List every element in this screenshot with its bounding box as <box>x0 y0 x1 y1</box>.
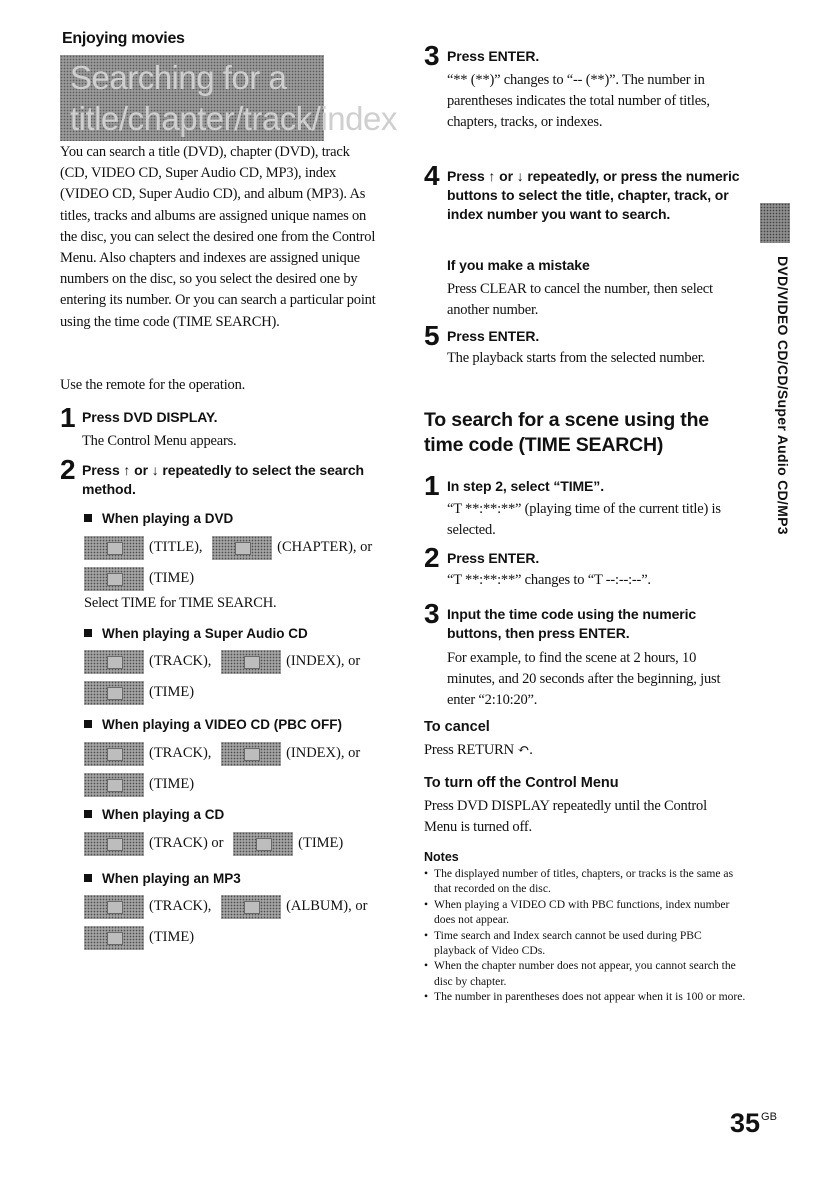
dvd-option-time: (TIME) <box>149 570 195 586</box>
dvd-option-title: (TITLE), <box>149 539 203 555</box>
index-search-icon <box>221 650 281 674</box>
sacd-option-time: (TIME) <box>149 684 195 700</box>
ts-step-1-desc: “T **:**:**” (playing time of the current title) is selected. <box>447 501 721 539</box>
title-search-icon <box>84 536 144 560</box>
step-3-number: 3 <box>424 40 440 71</box>
step-3-desc: “** (**)” changes to “-- (**)”. The number in parentheses indicates the total number of titles, chapters, tracks, or indexes. <box>447 72 710 131</box>
note-item: • When playing a VIDEO CD with PBC functions, index number does not appear. <box>424 897 746 928</box>
cancel-heading: To cancel <box>424 719 490 735</box>
step-5-number: 5 <box>424 320 440 351</box>
ts-step-3-title: Input the time code using the numeric buttons, then press ENTER. <box>447 606 697 641</box>
vcd-bullet <box>84 716 342 734</box>
time-search-icon <box>84 567 144 591</box>
sacd-option-track: (TRACK), <box>149 653 212 669</box>
ts-step-3-number: 3 <box>424 598 440 629</box>
sacd-options-row-1 <box>84 648 360 675</box>
turn-off-desc: Press DVD DISPLAY repeatedly until the Control Menu is turned off. <box>424 798 707 836</box>
cd-bullet-label: When playing a CD <box>102 807 225 822</box>
vcd-bullet-label: When playing a VIDEO CD (PBC OFF) <box>102 717 343 732</box>
step-5-desc: The playback starts from the selected number. <box>447 350 705 366</box>
note-item: • The displayed number of titles, chapters, or tracks is the same as that recorded on the disc. <box>424 866 746 897</box>
dvd-bullet-label: When playing a DVD <box>102 511 234 526</box>
turn-off-heading: To turn off the Control Menu <box>424 775 619 791</box>
step-4-number: 4 <box>424 160 440 191</box>
notes-heading: Notes <box>424 850 459 864</box>
section-label: Enjoying movies <box>62 30 185 47</box>
dvd-options-row-2 <box>84 565 194 592</box>
mp3-option-track: (TRACK), <box>149 898 212 914</box>
side-tab-label: DVD/VIDEO CD/CD/Super Audio CD/MP3 <box>775 256 791 535</box>
step-1-title: Press DVD DISPLAY. <box>82 409 218 425</box>
ts-step-2-title: Press ENTER. <box>447 550 540 566</box>
vcd-options-row-2 <box>84 771 194 798</box>
sacd-bullet-label: When playing a Super Audio CD <box>102 626 308 641</box>
cancel-desc: Press RETURN ↶. <box>424 742 533 758</box>
mp3-options-row-2 <box>84 924 194 951</box>
page-title-box <box>60 55 397 141</box>
time-search-icon <box>84 773 144 797</box>
time-search-icon <box>233 832 293 856</box>
ts-step-2-number: 2 <box>424 542 440 573</box>
ts-step-1-number: 1 <box>424 470 440 501</box>
mp3-option-time: (TIME) <box>149 929 195 945</box>
step-4-title: Press ↑ or ↓ repeatedly, or press the numeric buttons to select the title, chapter, track, or index number you want to search. <box>447 168 740 222</box>
track-search-icon <box>84 742 144 766</box>
chapter-search-icon <box>212 536 272 560</box>
ts-step-2-desc: “T **:**:**” changes to “T --:--:--”. <box>447 572 651 588</box>
page-number-value: 35 <box>730 1108 761 1138</box>
mp3-bullet <box>84 870 241 888</box>
cd-bullet <box>84 806 224 824</box>
album-search-icon <box>221 895 281 919</box>
intro-paragraph: You can search a title (DVD), chapter (DVD), track (CD, VIDEO CD, Super Audio CD, MP3), index (VIDEO CD, Super Audio CD), and album (MP3). As titles, tracks and albums are assigned unique names on the disc, you can select the desired one from the Control Menu. Also chapters and indexes are assigned unique numbers on the disc, so you select the desired one by entering its number. Or you can search a particular point using the time code (TIME SEARCH). <box>60 144 376 330</box>
track-search-icon <box>84 832 144 856</box>
ts-step-1-title: In step 2, select “TIME”. <box>447 478 604 494</box>
page-title: Searching for a title/chapter/track/index <box>70 59 397 137</box>
time-search-icon <box>84 681 144 705</box>
dvd-time-note: Select TIME for TIME SEARCH. <box>84 595 277 611</box>
remote-note: Use the remote for the operation. <box>60 377 246 393</box>
note-item: • Time search and Index search cannot be used during PBC playback of Video CDs. <box>424 928 746 959</box>
dvd-bullet <box>84 510 233 528</box>
step-5-title: Press ENTER. <box>447 328 540 344</box>
track-search-icon <box>84 895 144 919</box>
time-search-icon <box>84 926 144 950</box>
mp3-option-album: (ALBUM), or <box>286 898 368 914</box>
notes-list <box>424 866 746 1005</box>
cd-options-row <box>84 830 343 857</box>
step-3-title: Press ENTER. <box>447 48 540 64</box>
vcd-option-time: (TIME) <box>149 776 195 792</box>
sacd-options-row-2 <box>84 679 194 706</box>
cd-option-track: (TRACK) or <box>149 835 224 851</box>
vcd-option-index: (INDEX), or <box>286 745 361 761</box>
mistake-heading: If you make a mistake <box>447 257 590 273</box>
step-1-number: 1 <box>60 402 76 433</box>
step-2-title: Press ↑ or ↓ repeatedly to select the search method. <box>82 462 364 497</box>
time-search-heading: To search for a scene using the time code (TIME SEARCH) <box>424 409 709 456</box>
mistake-desc: Press CLEAR to cancel the number, then select another number. <box>447 281 713 319</box>
sacd-bullet <box>84 625 308 643</box>
ts-step-3-desc: For example, to find the scene at 2 hours, 10 minutes, and 20 seconds after the beginning, just enter “2:10:20”. <box>447 650 721 709</box>
side-tab-marker <box>760 203 790 243</box>
index-search-icon <box>221 742 281 766</box>
vcd-options-row-1 <box>84 740 360 767</box>
mp3-bullet-label: When playing an MP3 <box>102 871 241 886</box>
step-2-number: 2 <box>60 454 76 485</box>
note-item: • When the chapter number does not appear, you cannot search the disc by chapter. <box>424 958 746 989</box>
page-number <box>730 1108 777 1139</box>
track-search-icon <box>84 650 144 674</box>
sacd-option-index: (INDEX), or <box>286 653 361 669</box>
dvd-options-row-1 <box>84 534 372 561</box>
cd-option-time: (TIME) <box>298 835 344 851</box>
mp3-options-row-1 <box>84 893 367 920</box>
dvd-option-chapter: (CHAPTER), or <box>277 539 373 555</box>
vcd-option-track: (TRACK), <box>149 745 212 761</box>
note-item: • The number in parentheses does not appear when it is 100 or more. <box>424 989 746 1004</box>
step-1-desc: The Control Menu appears. <box>82 433 237 449</box>
page-number-suffix: GB <box>761 1111 777 1123</box>
